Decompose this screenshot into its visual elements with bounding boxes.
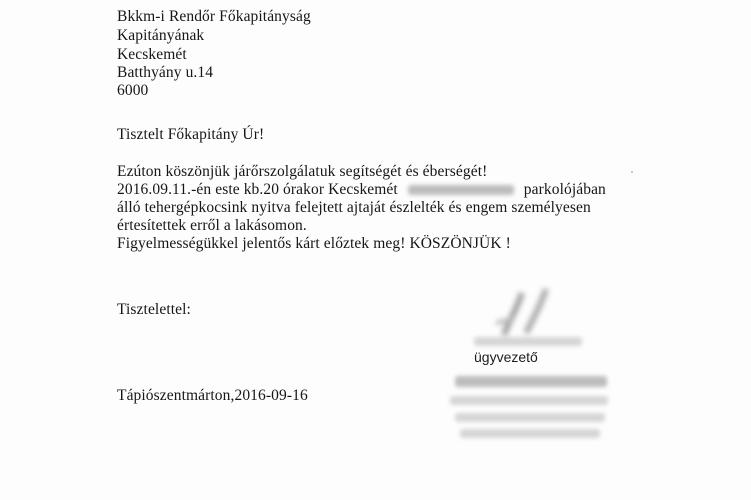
salutation: Tisztelt Főkapitány Úr! — [117, 126, 265, 143]
body-line-3: álló tehergépkocsink nyitva felejtett ajtaját észlelték és engem személyesen — [117, 199, 591, 216]
redacted-name — [474, 337, 582, 346]
recipient-line-1: Bkkm-i Rendőr Főkapitányság — [117, 8, 311, 25]
redacted-company-line-2 — [450, 396, 608, 405]
body-line-2 — [117, 180, 606, 200]
redacted-company-line-1 — [455, 376, 607, 387]
body-line-2-end: parkolójában — [523, 181, 606, 198]
redacted-address — [402, 185, 520, 195]
recipient-zip: 6000 — [117, 82, 149, 99]
signature-redacted — [486, 283, 566, 343]
scan-speck — [631, 171, 633, 173]
recipient-line-2: Kapitányának — [117, 27, 205, 44]
body-line-5: Figyelmességükkel jelentős kárt előztek meg! KÖSZÖNJÜK ! — [117, 235, 511, 252]
place-date: Tápiószentmárton,2016-09-16 — [117, 387, 308, 404]
body-line-1: Ezúton köszönjük járőrszolgálatuk segítségét és éberségét! — [117, 163, 488, 180]
signature-role: ügyvezető — [474, 349, 538, 365]
closing: Tisztelettel: — [117, 301, 191, 318]
redacted-company-line-4 — [460, 429, 600, 438]
redacted-company-line-3 — [455, 413, 605, 422]
recipient-city: Kecskemét — [117, 46, 187, 63]
body-line-2-start: 2016.09.11.-én este kb.20 órakor Kecskemét — [117, 181, 398, 198]
recipient-street: Batthyány u.14 — [117, 64, 214, 81]
body-line-4: értesítettek erről a lakásomon. — [117, 217, 307, 234]
